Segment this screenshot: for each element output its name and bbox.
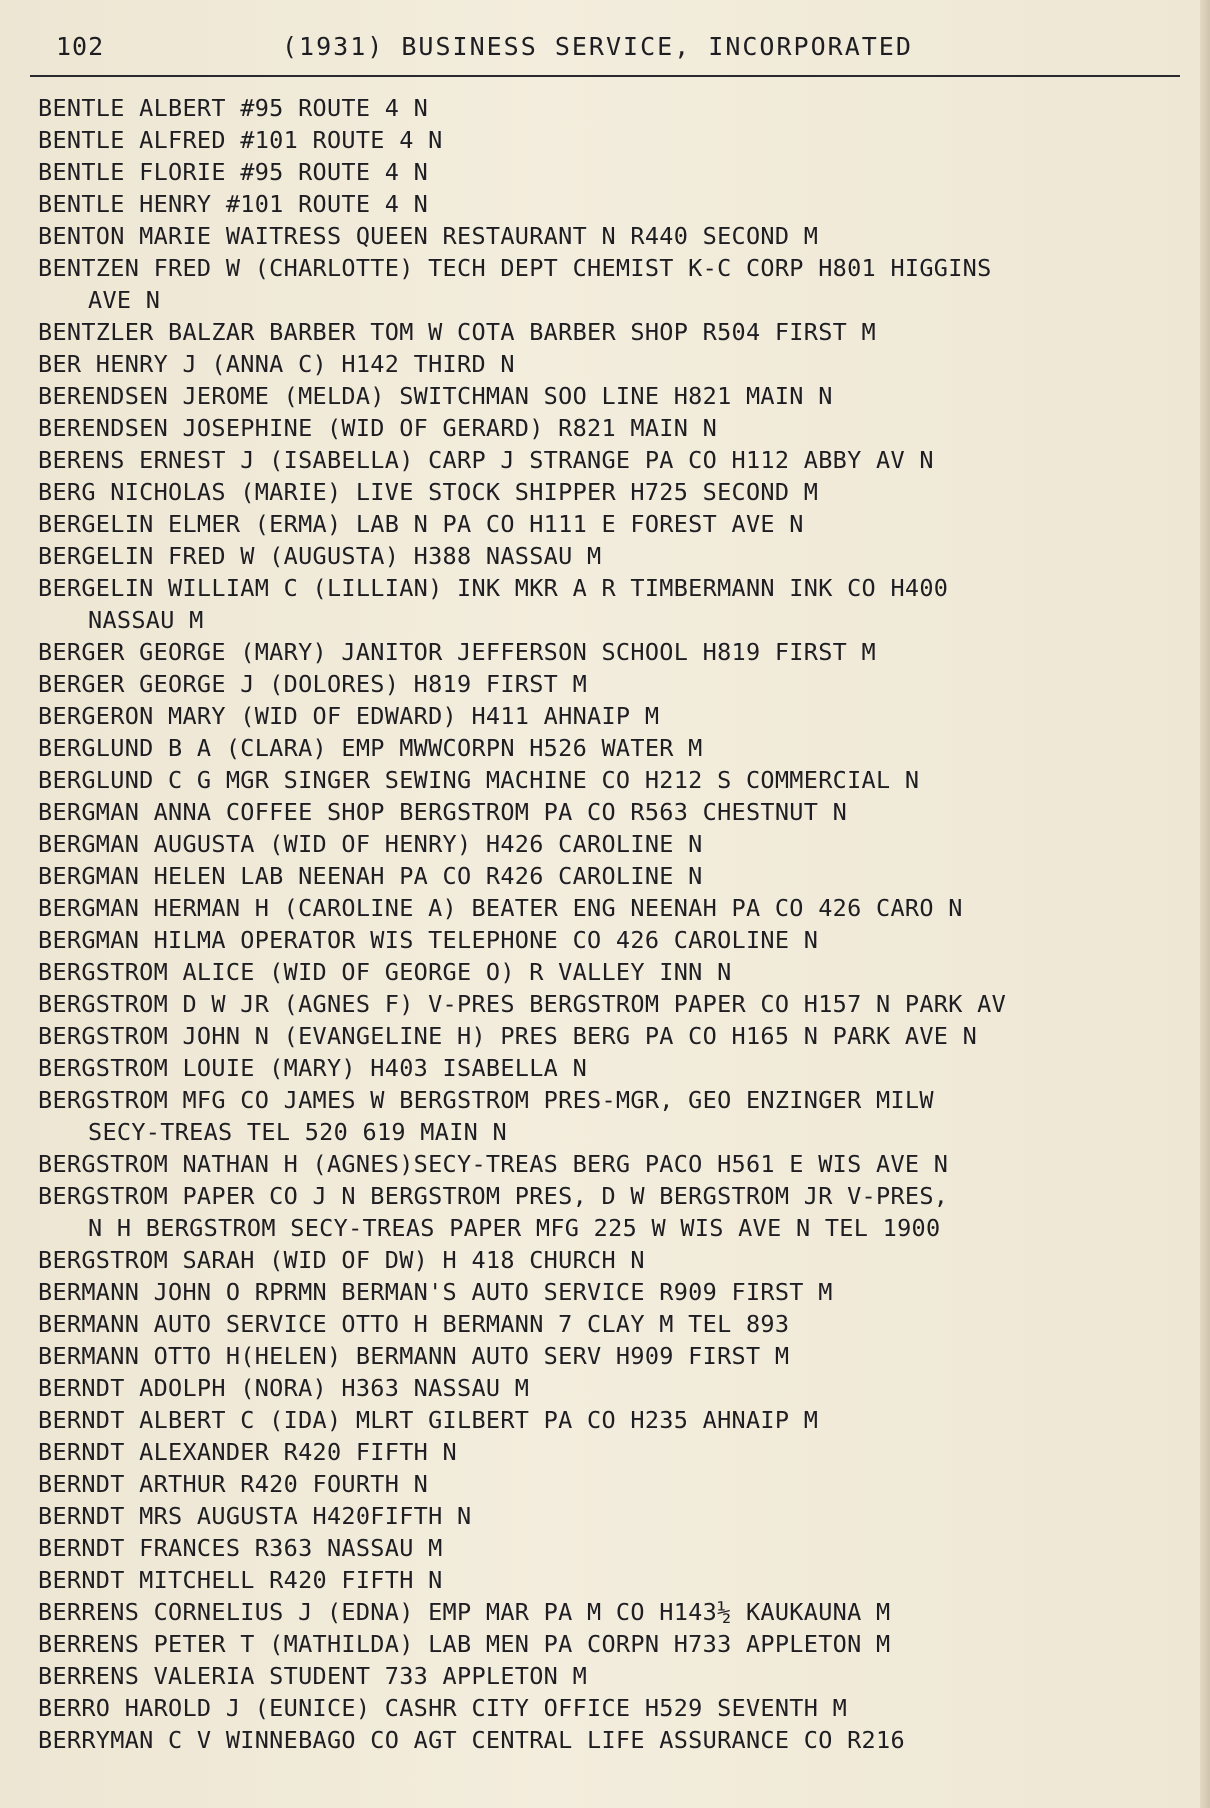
directory-entry [38,764,1188,796]
entry-text: BENTON MARIE WAITRESS QUEEN RESTAURANT N R440 SECOND M [38,222,819,250]
entry-text: BERGMAN AUGUSTA (WID OF HENRY) H426 CAROLINE N [38,830,703,858]
directory-entry [38,156,1188,188]
entry-text: BERGELIN ELMER (ERMA) LAB N PA CO H111 E FOREST AVE N [38,510,804,538]
directory-entry [38,1660,1188,1692]
entry-text: BERNDT ARTHUR R420 FOURTH N [38,1470,429,1498]
page-number: 102 [56,32,105,61]
entry-text: BERMANN OTTO H(HELEN) BERMANN AUTO SERV H909 FIRST M [38,1342,790,1370]
entry-text: NASSAU M [88,606,204,634]
directory-entry [38,1084,1188,1116]
entry-text: BERENDSEN JEROME (MELDA) SWITCHMAN SOO LINE H821 MAIN N [38,382,833,410]
directory-entry [38,1500,1188,1532]
entry-text: BERNDT ALBERT C (IDA) MLRT GILBERT PA CO H235 AHNAIP M [38,1406,819,1434]
entry-text: BERRYMAN C V WINNEBAGO CO AGT CENTRAL LIFE ASSURANCE CO R216 [38,1726,905,1754]
entry-text: BENTLE FLORIE #95 ROUTE 4 N [38,158,429,186]
entry-text: BERMANN AUTO SERVICE OTTO H BERMANN 7 CLAY M TEL 893 [38,1310,790,1338]
directory-entry [38,1564,1188,1596]
directory-entry [38,636,1188,668]
directory-entry [38,732,1188,764]
running-title: (1931) BUSINESS SERVICE, INCORPORATED [282,32,913,61]
directory-entry [38,124,1188,156]
directory-entry [38,540,1188,572]
directory-entry [38,860,1188,892]
entry-text: BENTLE ALBERT #95 ROUTE 4 N [38,94,429,122]
entry-text: BERGSTROM PAPER CO J N BERGSTROM PRES, D W BERGSTROM JR V-PRES, [38,1182,949,1210]
entry-text: BERRENS PETER T (MATHILDA) LAB MEN PA CORPN H733 APPLETON M [38,1630,891,1658]
entry-text: BENTLE ALFRED #101 ROUTE 4 N [38,126,443,154]
entry-continuation [38,1116,1188,1148]
entry-text: BERRENS VALERIA STUDENT 733 APPLETON M [38,1662,588,1690]
entry-text: BENTLE HENRY #101 ROUTE 4 N [38,190,429,218]
directory-entry [38,188,1188,220]
directory-entry [38,988,1188,1020]
directory-entry [38,1596,1188,1628]
entry-text: BERGLUND B A (CLARA) EMP MWWCORPN H526 WATER M [38,734,703,762]
directory-entry [38,252,1188,284]
directory-entry [38,1724,1188,1756]
entry-text: BERGSTROM D W JR (AGNES F) V-PRES BERGSTROM PAPER CO H157 N PARK AV [38,990,1007,1018]
entry-text: BERGLUND C G MGR SINGER SEWING MACHINE CO H212 S COMMERCIAL N [38,766,920,794]
entry-text: BERNDT ADOLPH (NORA) H363 NASSAU M [38,1374,530,1402]
directory-entry [38,1276,1188,1308]
directory-entry [38,316,1188,348]
entry-text: BERMANN JOHN O RPRMN BERMAN'S AUTO SERVICE R909 FIRST M [38,1278,833,1306]
entry-continuation [38,1212,1188,1244]
entry-text: BERGMAN HERMAN H (CAROLINE A) BEATER ENG NEENAH PA CO 426 CARO N [38,894,963,922]
directory-entry [38,1404,1188,1436]
directory-entry [38,1308,1188,1340]
entry-text: BERNDT FRANCES R363 NASSAU M [38,1534,443,1562]
entry-text: BERGSTROM MFG CO JAMES W BERGSTROM PRES-MGR, GEO ENZINGER MILW [38,1086,934,1114]
entry-text: BERENS ERNEST J (ISABELLA) CARP J STRANGE PA CO H112 ABBY AV N [38,446,934,474]
header-rule [30,75,1180,77]
directory-entry [38,828,1188,860]
entry-text: BERGMAN HILMA OPERATOR WIS TELEPHONE CO 426 CAROLINE N [38,926,819,954]
directory-entry [38,1244,1188,1276]
directory-entry [38,668,1188,700]
directory-entry [38,1052,1188,1084]
entry-text: BERGER GEORGE (MARY) JANITOR JEFFERSON SCHOOL H819 FIRST M [38,638,876,666]
entry-text: BERRO HAROLD J (EUNICE) CASHR CITY OFFICE H529 SEVENTH M [38,1694,848,1722]
entry-text: BERGMAN ANNA COFFEE SHOP BERGSTROM PA CO R563 CHESTNUT N [38,798,848,826]
directory-entry [38,1180,1188,1212]
directory-entry [38,92,1188,124]
entry-text: BERNDT MITCHELL R420 FIFTH N [38,1566,443,1594]
directory-entry [38,572,1188,604]
entry-text: BER HENRY J (ANNA C) H142 THIRD N [38,350,515,378]
directory-entry [38,892,1188,924]
directory-entry [38,924,1188,956]
directory-entry [38,1532,1188,1564]
entry-text: BERGSTROM NATHAN H (AGNES)SECY-TREAS BERG PACO H561 E WIS AVE N [38,1150,949,1178]
entry-text: BERGSTROM ALICE (WID OF GEORGE O) R VALLEY INN N [38,958,732,986]
entry-text: BERENDSEN JOSEPHINE (WID OF GERARD) R821 MAIN N [38,414,718,442]
entry-text: BERGSTROM SARAH (WID OF DW) H 418 CHURCH N [38,1246,645,1274]
directory-entry [38,956,1188,988]
directory-entry [38,796,1188,828]
directory-entries [38,92,1188,1756]
directory-entry [38,1340,1188,1372]
page-edge [1200,0,1210,1808]
entry-text: BERGERON MARY (WID OF EDWARD) H411 AHNAIP M [38,702,660,730]
directory-entry [38,1468,1188,1500]
directory-entry [38,508,1188,540]
entry-text: BENTZLER BALZAR BARBER TOM W COTA BARBER SHOP R504 FIRST M [38,318,876,346]
directory-entry [38,1020,1188,1052]
directory-entry [38,700,1188,732]
entry-text: SECY-TREAS TEL 520 619 MAIN N [88,1118,507,1146]
entry-text: BERGELIN FRED W (AUGUSTA) H388 NASSAU M [38,542,602,570]
entry-text: BERGELIN WILLIAM C (LILLIAN) INK MKR A R TIMBERMANN INK CO H400 [38,574,949,602]
entry-text: AVE N [88,286,161,314]
directory-entry [38,476,1188,508]
directory-entry [38,380,1188,412]
entry-text: BERGER GEORGE J (DOLORES) H819 FIRST M [38,670,588,698]
entry-continuation [38,604,1188,636]
entry-text: BERGSTROM LOUIE (MARY) H403 ISABELLA N [38,1054,588,1082]
entry-text: BERRENS CORNELIUS J (EDNA) EMP MAR PA M CO H143½ KAUKAUNA M [38,1598,891,1626]
page-header [52,26,1172,70]
entry-text: BERG NICHOLAS (MARIE) LIVE STOCK SHIPPER H725 SECOND M [38,478,819,506]
entry-text: BERNDT ALEXANDER R420 FIFTH N [38,1438,457,1466]
entry-text: BERGSTROM JOHN N (EVANGELINE H) PRES BERG PA CO H165 N PARK AVE N [38,1022,978,1050]
directory-entry [38,1372,1188,1404]
entry-text: N H BERGSTROM SECY-TREAS PAPER MFG 225 W WIS AVE N TEL 1900 [88,1214,941,1242]
entry-text: BERGMAN HELEN LAB NEENAH PA CO R426 CAROLINE N [38,862,703,890]
entry-text: BENTZEN FRED W (CHARLOTTE) TECH DEPT CHEMIST K-C CORP H801 HIGGINS [38,254,992,282]
directory-entry [38,1628,1188,1660]
directory-entry [38,1436,1188,1468]
directory-entry [38,444,1188,476]
entry-continuation [38,284,1188,316]
directory-entry [38,348,1188,380]
entry-text: BERNDT MRS AUGUSTA H420FIFTH N [38,1502,472,1530]
directory-entry [38,1148,1188,1180]
directory-entry [38,412,1188,444]
directory-entry [38,1692,1188,1724]
directory-entry [38,220,1188,252]
